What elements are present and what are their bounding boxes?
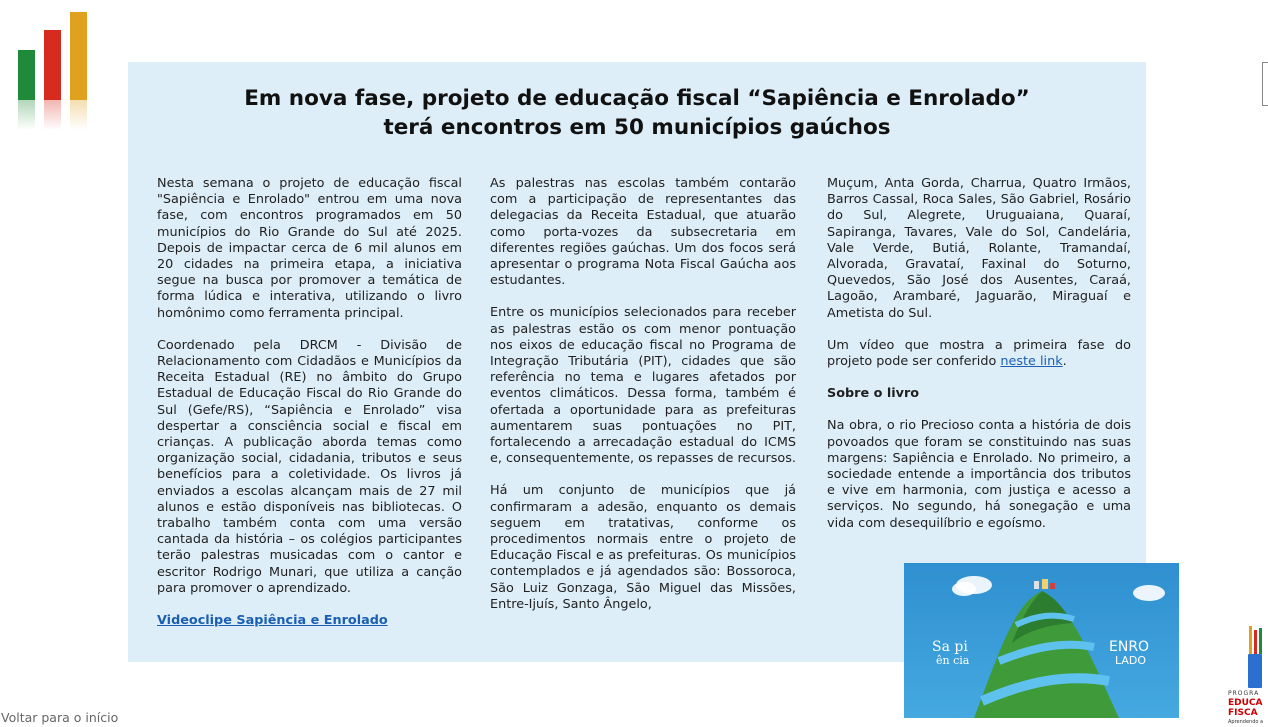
- title-line-2: terá encontros em 50 municípios gaúchos: [383, 115, 891, 140]
- enrolado-label-2: LADO: [1115, 654, 1147, 667]
- pencils-icon: [1246, 624, 1266, 656]
- book-illustration: [904, 563, 1179, 718]
- sapiencia-label-2: ên cia: [936, 654, 970, 667]
- article-column-1: [157, 176, 462, 645]
- enrolado-label: ENRO: [1109, 639, 1150, 655]
- paragraph: Nesta semana o projeto de educação fiscal "Sapiência e Enrolado" entrou em uma nova fase, com encontros programados em 50 municípios do Rio Grande do Sul até 2025. Depois de impactar cerca de 6 mil alunos em 20 cidades na primeira etapa, a iniciativa segue na busca por promover a temática de forma lúdica e interativa, utilizando o livro homônimo como ferramenta principal.: [157, 176, 462, 321]
- paragraph: As palestras nas escolas também contarão com a participação de representantes das delegacias da Receita Estadual, que atuarão como porta-vozes da subsecretaria em diferentes regiões gaúchas. Um dos focos será apresentar o programa Nota Fiscal Gaúcha aos estudantes.: [490, 176, 796, 289]
- paragraph: Coordenado pela DRCM - Divisão de Relacionamento com Cidadãos e Municípios da Receita Estadual (RE) no âmbito do Grupo Estadual de Educação Fiscal do Rio Grande do Sul (Gefe/RS), “Sapiência e Enrolado” visa despertar a consciência social e fiscal em crianças. A publicação aborda temas como organização social, cidadania, tributos e seus benefícios para a coletividade. Os livros já enviados a escolas alcançam mais de 27 mil alunos e estão disponíveis nas bibliotecas. O trabalho também conta com uma versão cantada da história – os colégios participantes terão palestras musicadas com o cantor e escritor Rodrigo Munari, que utiliza a canção para promover o aprendizado.: [157, 337, 462, 596]
- title-line-1: Em nova fase, projeto de educação fiscal “Sapiência e Enrolado”: [244, 86, 1030, 111]
- paragraph: Há um conjunto de municípios que já confirmaram a adesão, enquanto os demais seguem em tratativas, conforme os procedimentos normais entre o projeto de Educação Fiscal e as prefeituras. Os municípios contemplados e já agendados são: Bossoroca, São Luiz Gonzaga, São Miguel das Missões, Entre-Ijuís, Santo Ângelo,: [490, 483, 796, 612]
- sapiencia-label: Sa pi: [932, 639, 968, 655]
- videoclip-link[interactable]: Videoclipe Sapiência e Enrolado: [157, 613, 388, 629]
- article-column-2: [490, 176, 796, 629]
- cup-icon: [1248, 654, 1262, 688]
- educacao-fiscal-logo: PROGRA EDUCA FISCA Aprendendo a: [1228, 624, 1268, 727]
- paragraph: Na obra, o rio Precioso conta a história de dois povoados que foram se constituindo nas suas margens: Sapiência e Enrolado. No primeiro, a sociedade entende a importância dos tributos e vive em harmonia, com justiça e acesso a serviços. No segundo, há sonegação e uma vida com desequilíbrio e egoísmo.: [827, 418, 1131, 531]
- back-to-start-link[interactable]: Voltar para o início: [1, 710, 119, 725]
- article-column-3: [827, 176, 1131, 548]
- paragraph: Um vídeo que mostra a primeira fase do projeto pode ser conferido neste link.: [827, 337, 1131, 370]
- section-heading: Sobre o livro: [827, 386, 920, 402]
- paragraph: Muçum, Anta Gorda, Charrua, Quatro Irmãos, Barros Cassal, Roca Sales, São Gabriel, Rosário do Sul, Alegrete, Uruguaiana, Quaraí, Sapiranga, Tavares, Vale do Sol, Candelária, Vale Verde, Butiá, Rolante, Tramandaí, Alvorada, Gravataí, Faxinal do Soturno, Quevedos, São José dos Ausentes, Caraá, Lagoão, Arambaré, Jaguarão, Miraguaí e Ametista do Sul.: [827, 176, 1131, 321]
- article-title: [128, 84, 1146, 142]
- side-panel-edge: [1262, 62, 1268, 106]
- paragraph: Entre os municípios selecionados para receber as palestras estão os com menor pontuação nos eixos de educação fiscal no Programa de Integração Tributária (PIT), cidades que são referência no tema e lugares afetados por eventos climáticos. Dessa forma, também é ofertada a oportunidade para as prefeituras aumentarem suas pontuações no PIT, fortalecendo a arrecadação estadual do ICMS e, consequentemente, os repasses de recursos.: [490, 305, 796, 467]
- brand-logo: [16, 10, 90, 130]
- video-link[interactable]: neste link: [1000, 354, 1063, 370]
